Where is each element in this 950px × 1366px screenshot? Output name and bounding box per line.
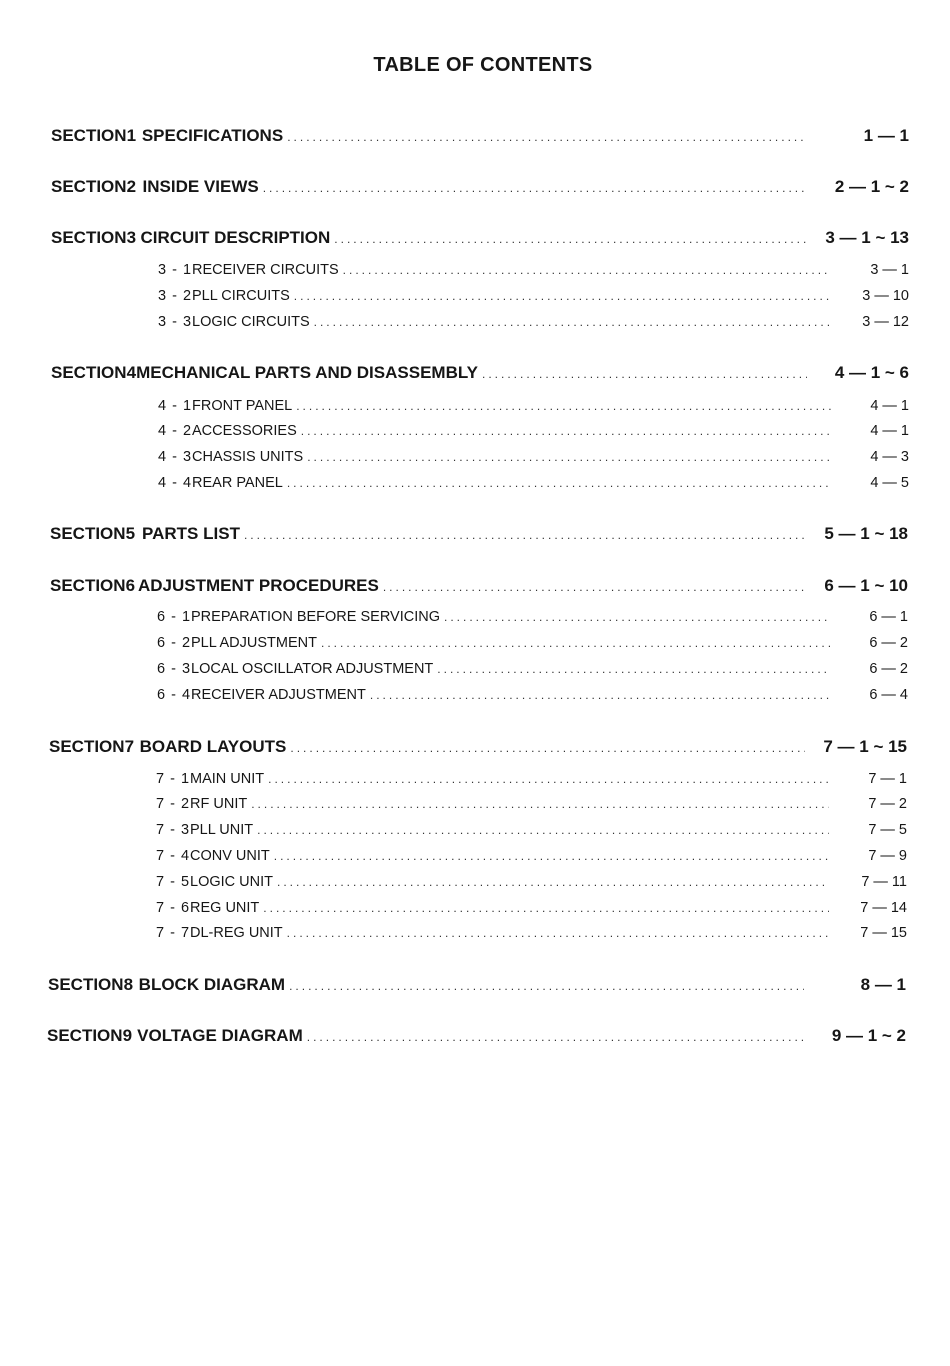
section-label: SECTION — [48, 975, 124, 994]
section-label: SECTION — [50, 524, 126, 543]
toc-section-8[interactable] — [48, 975, 906, 997]
subsection-pages: 4 — 1 — [870, 398, 909, 414]
dot-leader — [343, 263, 831, 277]
subsection-pages: 3 — 12 — [862, 314, 909, 330]
subsection-title: RF UNIT — [190, 796, 248, 812]
subsection-number: 3 - 3 — [158, 314, 193, 330]
dot-leader — [244, 528, 806, 542]
subsection-title: CONV UNIT — [190, 848, 270, 864]
subsection-title: FRONT PANEL — [192, 398, 293, 414]
subsection-number: 7 - 2 — [156, 796, 191, 812]
toc-subsection-7-7[interactable] — [156, 925, 907, 947]
subsection-number: 3 - 2 — [158, 288, 193, 304]
toc-section-1[interactable] — [51, 126, 909, 148]
toc-section-6[interactable] — [50, 576, 908, 598]
section-number: 7 — [124, 737, 135, 756]
toc-section-2[interactable] — [51, 177, 909, 199]
dot-leader — [257, 823, 829, 837]
section-title: INSIDE VIEWS — [142, 177, 259, 196]
toc-subsection-3-3[interactable] — [158, 314, 909, 336]
subsection-pages: 6 — 4 — [869, 687, 908, 703]
dot-leader — [289, 979, 804, 993]
toc-subsection-4-2[interactable] — [158, 423, 909, 445]
toc-section-5[interactable] — [50, 524, 908, 546]
dot-leader — [290, 741, 805, 755]
subsection-number: 7 - 6 — [156, 900, 191, 916]
section-label: SECTION — [51, 363, 127, 382]
subsection-title: LOCAL OSCILLATOR ADJUSTMENT — [191, 661, 434, 677]
subsection-pages: 7 — 14 — [860, 900, 907, 916]
section-label: SECTION — [50, 576, 126, 595]
subsection-pages: 3 — 1 — [870, 262, 909, 278]
subsection-title: LOGIC UNIT — [190, 874, 273, 890]
section-title: CIRCUIT DESCRIPTION — [140, 228, 331, 247]
toc-subsection-7-5[interactable] — [156, 874, 907, 896]
subsection-pages: 4 — 3 — [870, 449, 909, 465]
section-title: SPECIFICATIONS — [141, 126, 284, 145]
dot-leader — [307, 1030, 804, 1044]
dot-leader — [294, 289, 831, 303]
subsection-pages: 4 — 5 — [870, 475, 909, 491]
dot-leader — [263, 901, 829, 915]
section-pages: 7 — 1 ~ 15 — [823, 737, 907, 756]
toc-section-3[interactable] — [51, 228, 909, 250]
subsection-number: 4 - 3 — [158, 449, 193, 465]
subsection-number: 7 - 5 — [156, 874, 191, 890]
subsection-number: 4 - 4 — [158, 475, 193, 491]
toc-subsection-3-2[interactable] — [158, 288, 909, 310]
dot-leader — [482, 367, 807, 381]
section-label: SECTION — [47, 1026, 123, 1045]
section-number: 1 — [126, 126, 137, 145]
dot-leader — [444, 610, 830, 624]
toc-subsection-4-3[interactable] — [158, 449, 909, 471]
subsection-pages: 7 — 5 — [868, 822, 907, 838]
subsection-title: PLL ADJUSTMENT — [191, 635, 317, 651]
subsection-pages: 3 — 10 — [862, 288, 909, 304]
subsection-pages: 7 — 1 — [868, 771, 907, 787]
dot-leader — [287, 130, 807, 144]
toc-section-7[interactable] — [49, 737, 907, 759]
toc-subsection-7-3[interactable] — [156, 822, 907, 844]
section-number: 8 — [123, 975, 134, 994]
toc-subsection-6-1[interactable] — [157, 609, 908, 631]
subsection-number: 7 - 4 — [156, 848, 191, 864]
toc-subsection-6-2[interactable] — [157, 635, 908, 657]
dot-leader — [263, 181, 807, 195]
section-number: 3 — [126, 228, 137, 247]
subsection-number: 7 - 1 — [156, 771, 191, 787]
subsection-number: 7 - 3 — [156, 822, 191, 838]
section-pages: 1 — 1 — [863, 126, 909, 145]
section-pages: 3 — 1 ~ 13 — [825, 228, 909, 247]
subsection-number: 6 - 2 — [157, 635, 192, 651]
toc-subsection-6-3[interactable] — [157, 661, 908, 683]
dot-leader — [287, 476, 831, 490]
section-pages: 9 — 1 ~ 2 — [831, 1026, 906, 1045]
section-title: VOLTAGE DIAGRAM — [137, 1026, 303, 1045]
dot-leader — [277, 875, 829, 889]
section-number: 9 — [122, 1026, 133, 1045]
subsection-title: REAR PANEL — [192, 475, 283, 491]
toc-subsection-4-4[interactable] — [158, 475, 909, 497]
subsection-title: RECEIVER CIRCUITS — [192, 262, 339, 278]
subsection-pages: 6 — 2 — [869, 661, 908, 677]
dot-leader — [296, 399, 831, 413]
section-number: 4 — [126, 363, 137, 382]
subsection-pages: 7 — 15 — [860, 925, 907, 941]
dot-leader — [251, 797, 829, 811]
subsection-title: CHASSIS UNITS — [192, 449, 304, 465]
subsection-number: 7 - 7 — [156, 925, 191, 941]
section-number: 5 — [125, 524, 136, 543]
dot-leader — [334, 232, 807, 246]
toc-subsection-3-1[interactable] — [158, 262, 909, 284]
subsection-pages: 7 — 2 — [868, 796, 907, 812]
toc-section-9[interactable] — [47, 1026, 906, 1048]
subsection-pages: 7 — 11 — [861, 874, 907, 890]
section-pages: 4 — 1 ~ 6 — [834, 363, 909, 382]
section-pages: 5 — 1 ~ 18 — [824, 524, 908, 543]
dot-leader — [321, 636, 830, 650]
section-title: ADJUSTMENT PROCEDURES — [137, 576, 379, 595]
subsection-number: 6 - 1 — [157, 609, 192, 625]
section-label: SECTION — [51, 126, 127, 145]
toc-subsection-6-4[interactable] — [157, 687, 908, 709]
section-number: 6 — [125, 576, 136, 595]
subsection-number: 6 - 3 — [157, 661, 192, 677]
subsection-title: MAIN UNIT — [190, 771, 265, 787]
subsection-number: 4 - 2 — [158, 423, 193, 439]
section-label: SECTION — [51, 177, 127, 196]
subsection-pages: 6 — 2 — [869, 635, 908, 651]
subsection-title: DL-REG UNIT — [190, 925, 283, 941]
toc-section-4[interactable] — [51, 363, 909, 385]
toc-subsection-7-6[interactable] — [156, 900, 907, 922]
section-title: PARTS LIST — [142, 524, 240, 543]
section-pages: 2 — 1 ~ 2 — [834, 177, 909, 196]
dot-leader — [274, 849, 829, 863]
toc-subsection-7-1[interactable] — [156, 771, 907, 793]
section-label: SECTION — [49, 737, 125, 756]
toc-subsection-7-2[interactable] — [156, 796, 907, 818]
toc-subsection-7-4[interactable] — [156, 848, 907, 870]
subsection-title: RECEIVER ADJUSTMENT — [191, 687, 366, 703]
section-title: MECHANICAL PARTS AND DISASSEMBLY — [136, 363, 479, 382]
subsection-title: REG UNIT — [190, 900, 260, 916]
dot-leader — [314, 315, 831, 329]
dot-leader — [370, 688, 830, 702]
dot-leader — [268, 772, 829, 786]
section-pages: 6 — 1 ~ 10 — [824, 576, 908, 595]
section-label: SECTION — [51, 228, 127, 247]
section-number: 2 — [126, 177, 137, 196]
section-title: BOARD LAYOUTS — [139, 737, 287, 756]
subsection-title: PLL UNIT — [190, 822, 254, 838]
dot-leader — [437, 662, 830, 676]
toc-subsection-4-1[interactable] — [158, 398, 909, 420]
section-title: BLOCK DIAGRAM — [138, 975, 286, 994]
subsection-number: 3 - 1 — [158, 262, 193, 278]
subsection-number: 6 - 4 — [157, 687, 192, 703]
dot-leader — [301, 424, 831, 438]
page-title: TABLE OF CONTENTS — [373, 54, 593, 76]
subsection-title: PREPARATION BEFORE SERVICING — [191, 609, 440, 625]
dot-leader — [287, 926, 829, 940]
subsection-pages: 4 — 1 — [870, 423, 909, 439]
subsection-title: ACCESSORIES — [192, 423, 297, 439]
dot-leader — [307, 450, 831, 464]
section-pages: 8 — 1 — [860, 975, 906, 994]
subsection-pages: 7 — 9 — [868, 848, 907, 864]
subsection-title: LOGIC CIRCUITS — [192, 314, 310, 330]
subsection-number: 4 - 1 — [158, 398, 193, 414]
subsection-title: PLL CIRCUITS — [192, 288, 290, 304]
subsection-pages: 6 — 1 — [869, 609, 908, 625]
dot-leader — [383, 580, 806, 594]
